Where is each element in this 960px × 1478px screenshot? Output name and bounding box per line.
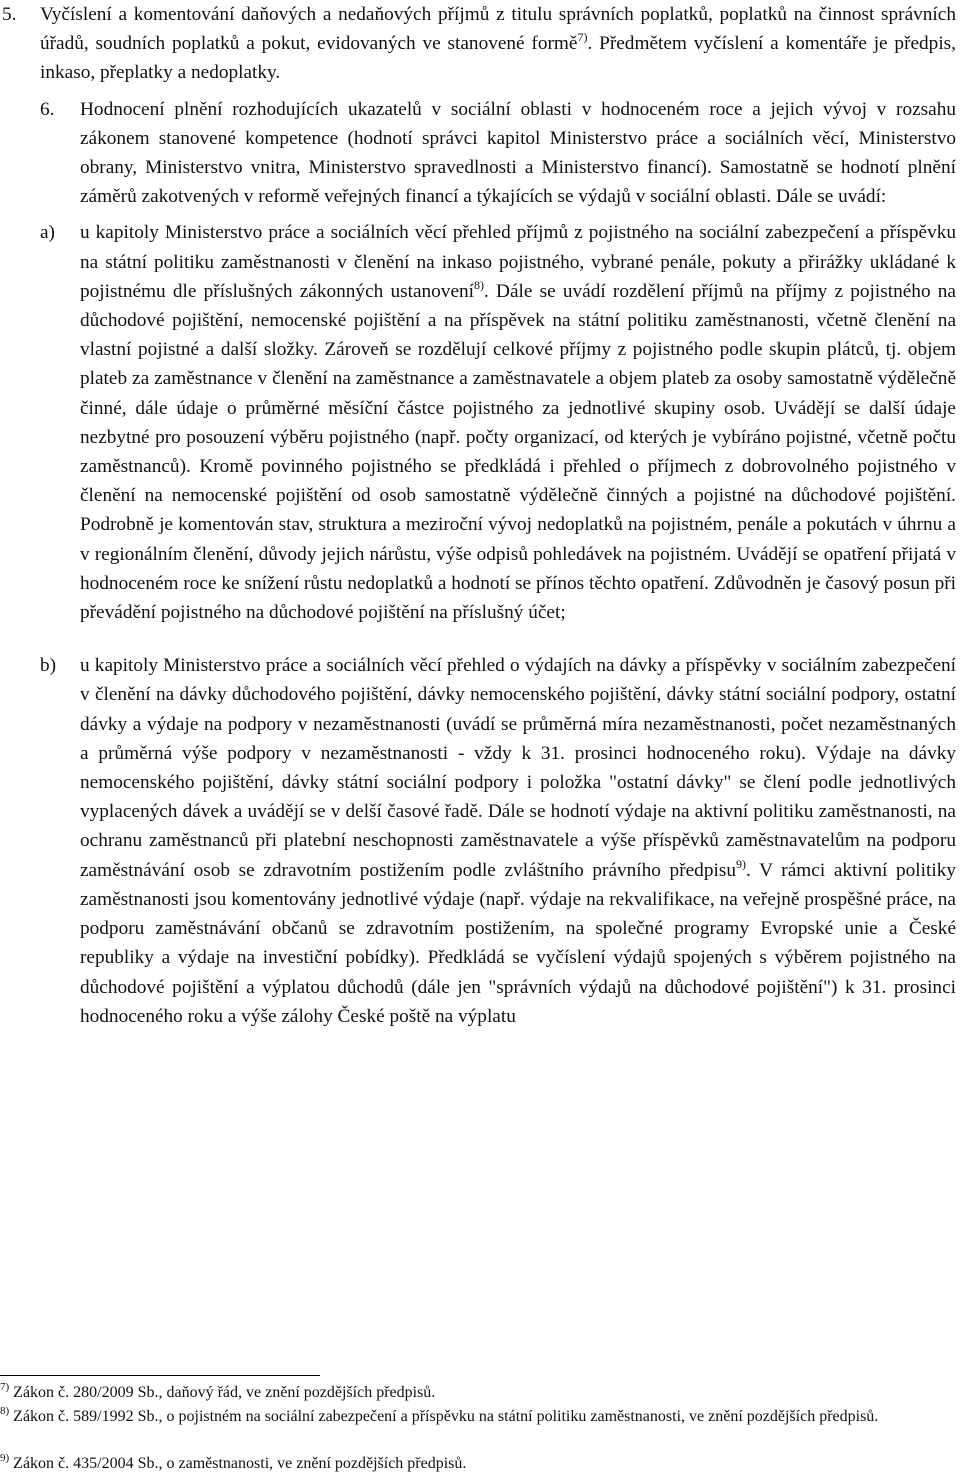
item-text: Hodnocení plnění rozhodujících ukazatelů v sociální oblasti v hodnoceném roce a jejich vývoj v rozsahu zákonem stanovené kompetence (hodnotí správci kapitol Ministerstvo práce a sociálních věcí, Ministerstvo obrany, Ministerstvo vnitra, Ministerstvo spravedlnosti a Ministerstvo financí). Samostatně se hodnotí plnění záměrů zakotvených v reformě veřejných financí a týkajících se výdajů v sociální oblasti. Dále se uvádí: [80, 98, 956, 208]
footnote-mark: 7) [0, 1381, 10, 1393]
footnote-8 [0, 1405, 950, 1428]
sub-item-a [0, 218, 960, 627]
item-number: 6. [40, 98, 55, 120]
list-item-6 [0, 95, 960, 212]
footnote-ref: 9) [735, 856, 746, 871]
list-item-5 [0, 0, 960, 88]
footnote-mark: 9) [0, 1452, 10, 1464]
footnote-text: Zákon č. 280/2009 Sb., daňový řád, ve znění pozdějších předpisů. [13, 1384, 436, 1401]
footnote-mark: 8) [0, 1405, 10, 1417]
item-text: Vyčíslení a komentování daňových a nedaňových příjmů z titulu správních poplatků, poplatků na činnost správních úřadů, soudních poplatků a pokut, evidovaných ve stanovené formě [40, 4, 956, 55]
item-number: 5. [2, 4, 17, 25]
sub-item-text-cont: . Dále se uvádí rozdělení příjmů na příjmy z pojistného na důchodové pojištění, nemocenské pojištění a na příspěvek na státní politiku zaměstnanosti, včetně členění na vlastní pojistné a další složky. Zároveň se rozdělují celkové příjmy z pojistného podle skupin plátců, tj. objem plateb za zaměstnance v členění na zaměstnance a zaměstnavatele a objem plateb za osoby samostatně výdělečně činné, dále údaje o průměrné měsíční částce pojistného za jednotlivé skupiny osob. Uvádějí se další údaje nezbytné pro posouzení výběru pojistného (např. počty organizací, od kterých je vybíráno pojistné, včetně počtu zaměstnanců). Kromě povinného pojistného se předkládá i přehled o příjmech z dobrovolného pojistného v členění na nemocenské pojištění od osob samostatně výdělečně činných a pojistné na důchodové pojištění. Podrobně je komentován stav, struktura a meziroční vývoj nedoplatků na pojistném, penále a pokutách v úhrnu a v regionálním členění, důvody jejich nárůstu, výše odpisů pohledávek na pojistném. Uvádějí se opatření přijatá v hodnoceném roce ke snížení růstu nedoplatků a hodnotí se přínos těchto opatření. Zdůvodněn je časový posun při převádění pojistného na důchodové pojištění na příslušný účet; [80, 280, 956, 624]
footnote-ref: 8) [474, 277, 485, 292]
footnote-text: Zákon č. 589/1992 Sb., o pojistném na sociální zabezpečení a příspěvku na státní politiku zaměstnanosti, ve znění pozdějších předpisů. [13, 1408, 879, 1425]
item-text-cont: . Předmětem vyčíslení a komentáře je předpis, inkaso, přeplatky a nedoplatky. [40, 33, 957, 84]
sub-item-b [0, 651, 960, 1031]
footnote-separator [0, 1375, 320, 1376]
footnote-text: Zákon č. 435/2004 Sb., o zaměstnanosti, ve znění pozdějších předpisů. [13, 1455, 467, 1472]
sub-item-text-cont: . V rámci aktivní politiky zaměstnanosti jsou komentovány jednotlivé výdaje (např. výdaje na rekvalifikace, na veřejně prospěšné práce, na podporu zaměstnávání občanů se zdravotním postižením, na společné programy Evropské unie a České republiky a výdaje na investiční pobídky). Předkládá se vyčíslení výdajů spojených s výběrem pojistného na důchodové pojištění a výplatou důchodů (dále jen "správních výdajů na důchodové pojištění") k 31. prosinci hodnoceného roku a výše zálohy České poště na výplatu [80, 859, 956, 1027]
sub-item-text: u kapitoly Ministerstvo práce a sociálních věcí přehled o výdajích na dávky a příspěvky v sociálním zabezpečení v členění na dávky důchodového pojištění, dávky nemocenského pojištění, dávky státní sociální podpory, ostatní dávky a výdaje na podpory v nezaměstnanosti (uvádí se průměrná míra nezaměstnanosti, počet nezaměstnaných a průměrná výše podpory v nezaměstnanosti - vždy k 31. prosinci hodnoceného roku). Výdaje na dávky nemocenského pojištění, dávky státní sociální podpory i položka "ostatní dávky" se člení podle jednotlivých vyplacených dávek a uvádějí se v delší časové řadě. Dále se hodnotí výdaje na aktivní politiku zaměstnanosti, na ochranu zaměstnanců při platební neschopnosti zaměstnavatele a výše příspěvků zaměstnavatelům na podporu zaměstnávání osob se zdravotním postižením podle zvláštního právního předpisu [80, 655, 956, 881]
footnote-ref: 7) [577, 30, 588, 45]
sub-item-label: b) [40, 655, 57, 677]
sub-item-label: a) [40, 222, 55, 244]
footnote-7 [0, 1381, 950, 1404]
sub-item-text: u kapitoly Ministerstvo práce a sociálních věcí přehled příjmů z pojistného na sociální zabezpečení a příspěvku na státní politiku zaměstnanosti v členění na inkaso pojistného, vybrané penále, pokuty a přirážky ukládané k pojistnému dle příslušných zákonných ustanovení [80, 222, 956, 302]
footnote-9 [0, 1452, 950, 1475]
